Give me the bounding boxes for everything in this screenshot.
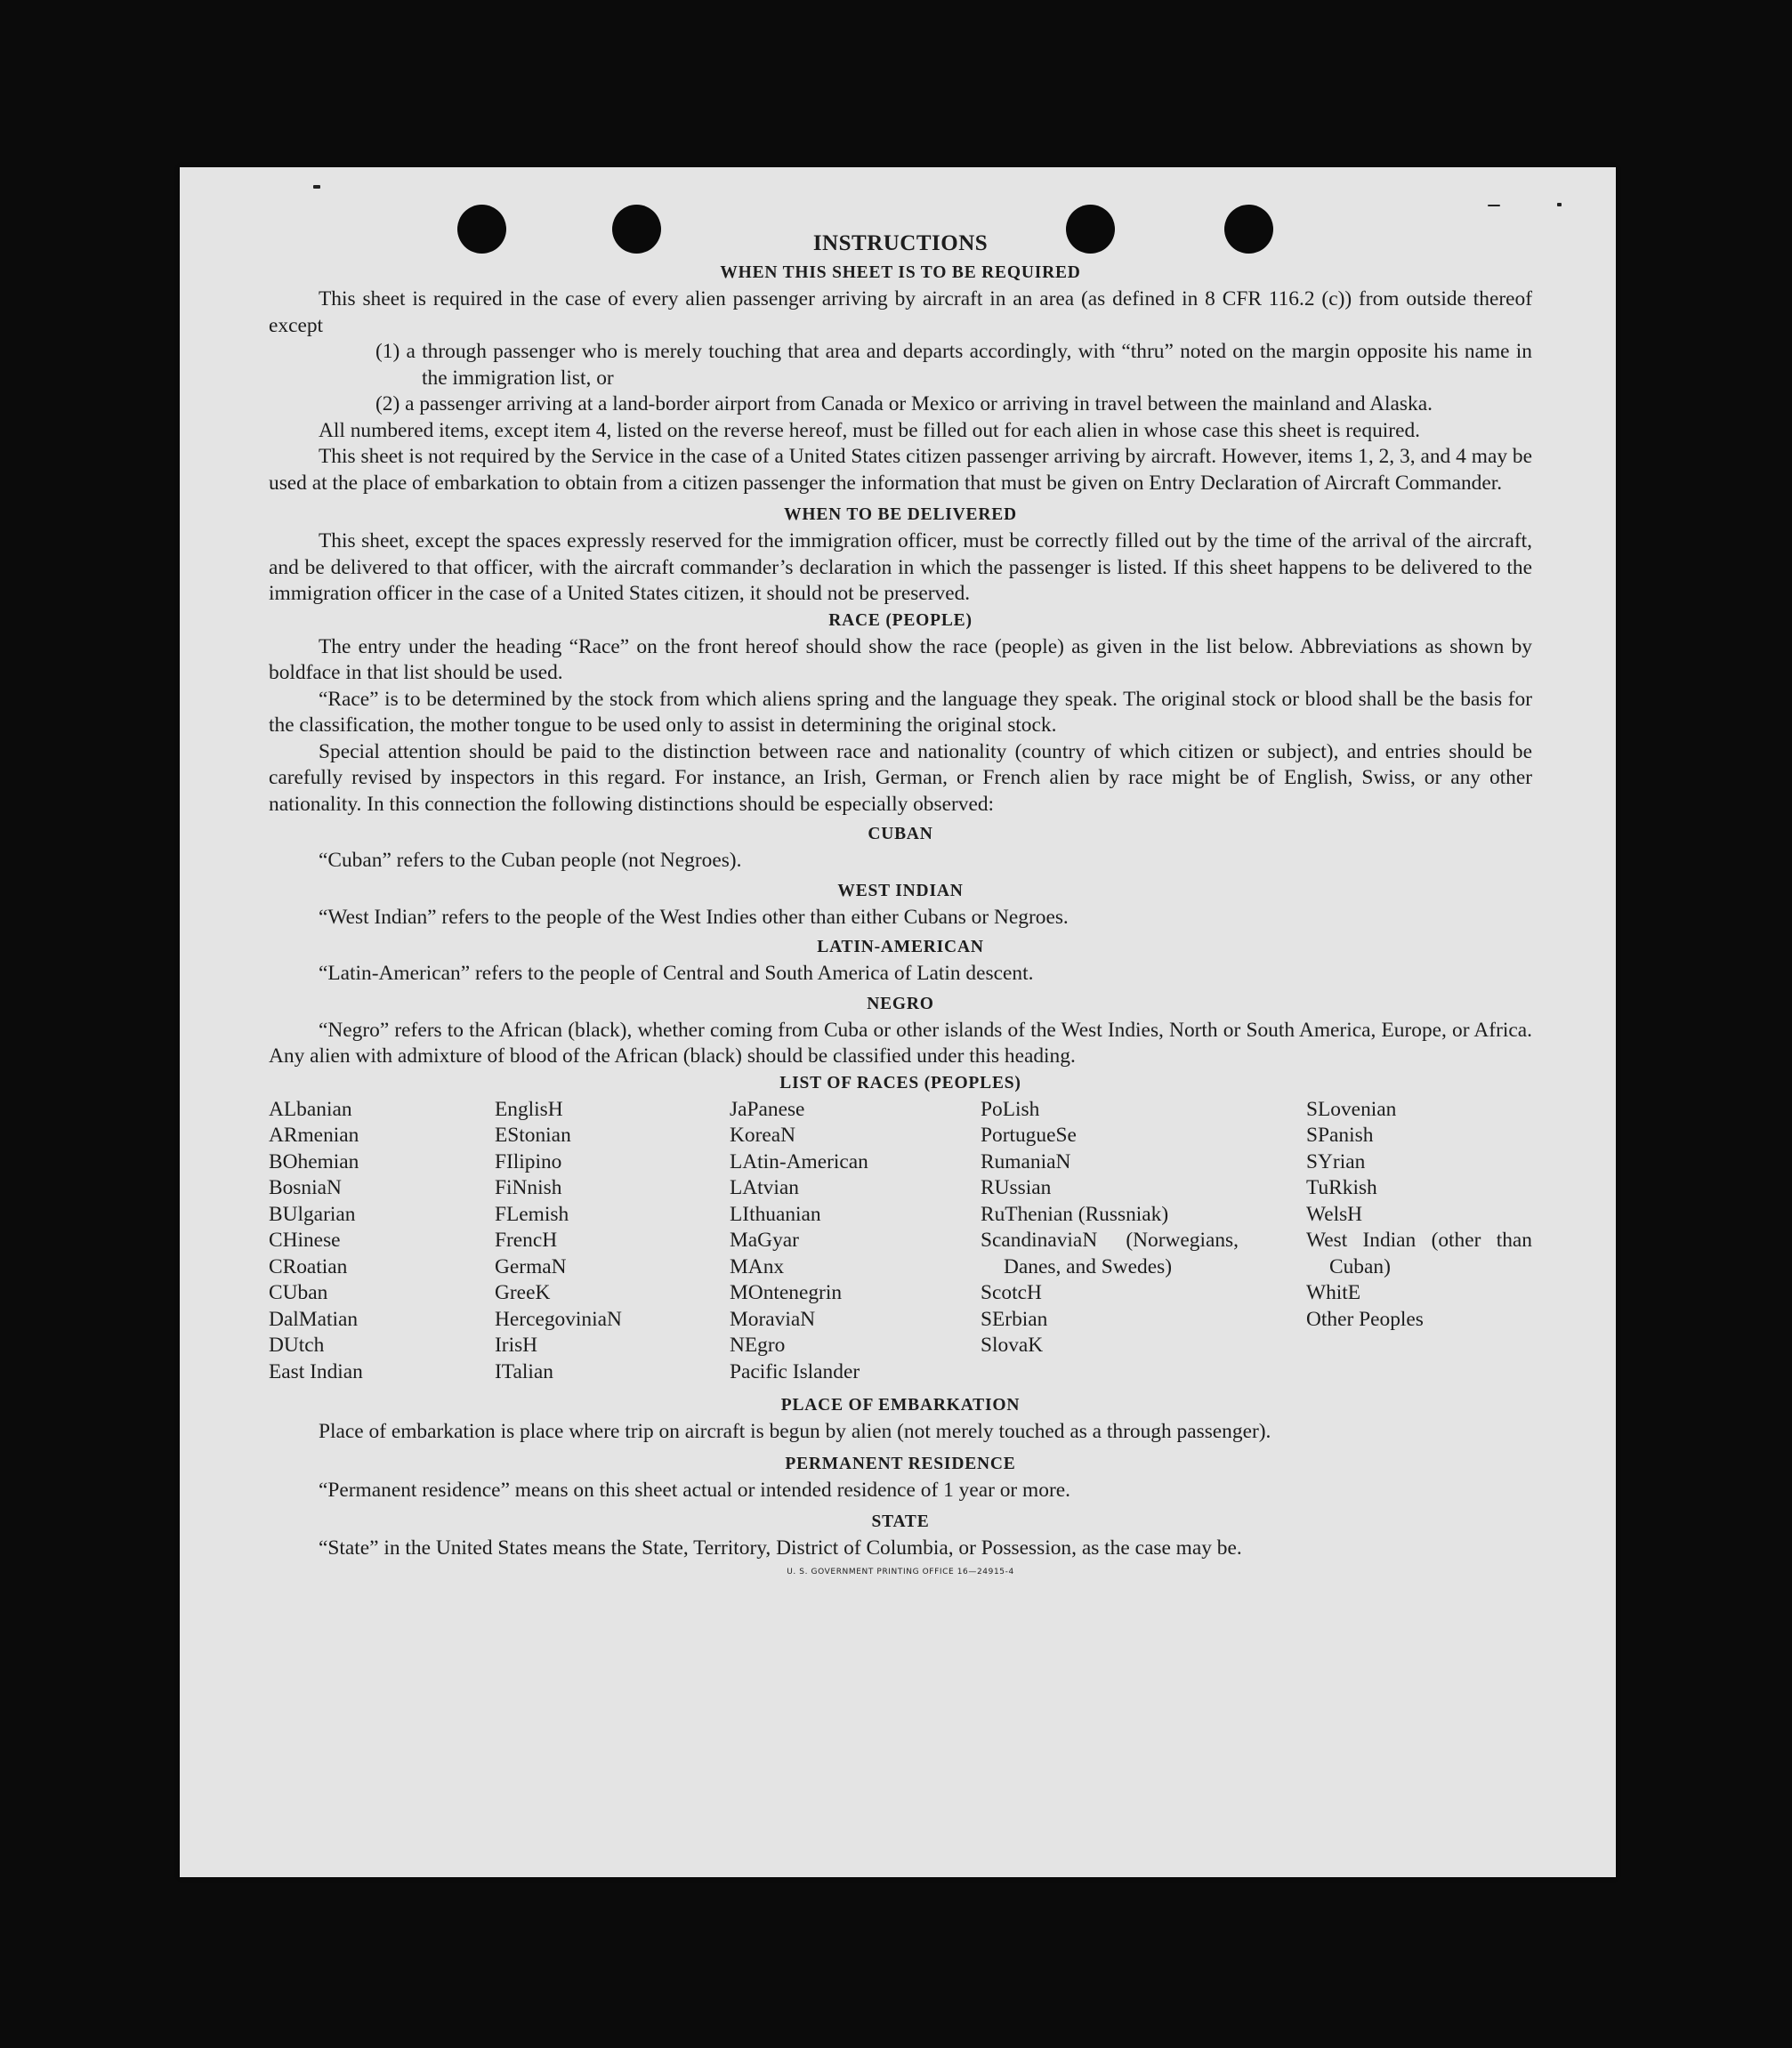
list-item: (2) a passenger arriving at a land-border airport from Canada or Mexico or arriving in travel between the mainland and Alaska. — [375, 392, 1433, 415]
race-entry: LAtvian — [730, 1176, 799, 1199]
races-column — [495, 1097, 730, 1386]
race-entry: FrencH — [495, 1229, 558, 1252]
heading-place-of-embarkation: PLACE OF EMBARKATION — [780, 1396, 1021, 1415]
race-entry: RUssian — [981, 1176, 1052, 1199]
heading-permanent-residence: PERMANENT RESIDENCE — [785, 1454, 1016, 1473]
race-entry: SlovaK — [981, 1334, 1044, 1357]
paragraph: “West Indian” refers to the people of the West Indies other than either Cubans or Negroes. — [319, 905, 1069, 929]
paper-speck — [313, 185, 320, 189]
race-entry: Other Peoples — [1306, 1307, 1424, 1331]
paper-speck — [1488, 205, 1500, 206]
race-entry: LIthuanian — [730, 1202, 821, 1226]
race-entry: DalMatian — [269, 1307, 359, 1331]
race-entry: MAnx — [730, 1254, 785, 1278]
race-entry: ALbanian — [269, 1097, 352, 1121]
race-entry: SErbian — [981, 1307, 1048, 1331]
instructions-content — [269, 231, 1532, 1576]
race-entry: WelsH — [1306, 1202, 1363, 1226]
race-entry: HercegoviniaN — [495, 1307, 622, 1331]
race-entry: MOntenegrin — [730, 1281, 843, 1304]
list-item: (1) a through passenger who is merely touching that area and departs accordingly, with “thru” noted on the margin opposite his name in the immigration list, or — [375, 340, 1532, 390]
races-list — [269, 1097, 1532, 1386]
document-sheet — [180, 167, 1616, 1877]
races-column — [269, 1097, 495, 1386]
race-entry: CRoatian — [269, 1254, 348, 1278]
paragraph: This sheet is required in the case of every alien passenger arriving by aircraft in an area (as defined in 8 CFR 116.2 (c)) from outside thereof except — [269, 287, 1532, 337]
page-title: INSTRUCTIONS — [812, 231, 989, 255]
heading-list-of-races: LIST OF RACES (PEOPLES) — [779, 1073, 1021, 1093]
heading-when-required: WHEN THIS SHEET IS TO BE REQUIRED — [720, 263, 1081, 282]
race-entry: BUlgarian — [269, 1202, 356, 1226]
race-entry: ScotcH — [981, 1281, 1042, 1304]
race-entry: East Indian — [269, 1359, 363, 1383]
race-entry: RuThenian (Russniak) — [981, 1202, 1169, 1226]
races-column — [730, 1097, 981, 1386]
heading-state: STATE — [871, 1512, 930, 1531]
heading-west-indian: WEST INDIAN — [837, 881, 964, 900]
heading-cuban: CUBAN — [868, 825, 933, 843]
race-entry: BosniaN — [269, 1176, 342, 1199]
race-entry: West Indian (other than Cuban) — [1306, 1229, 1532, 1278]
heading-when-delivered: WHEN TO BE DELIVERED — [784, 505, 1017, 524]
race-entry: SPanish — [1306, 1124, 1374, 1147]
race-entry: NEgro — [730, 1334, 786, 1357]
paragraph: “Race” is to be determined by the stock from which aliens spring and the language they speak. The original stock or blood shall be the basis for the classification, the mother tongue to be used only to assist in determining the original stock. — [269, 687, 1532, 737]
paragraph: “Negro” refers to the African (black), whether coming from Cuba or other islands of the West Indies, North or South America, Europe, or Africa. Any alien with admixture of blood of the African (black) should be classified under this heading. — [269, 1018, 1532, 1068]
race-entry: EnglisH — [495, 1097, 563, 1121]
race-entry: TuRkish — [1306, 1176, 1377, 1199]
race-entry: MaGyar — [730, 1229, 799, 1252]
race-entry: FIlipino — [495, 1149, 562, 1173]
paragraph: “Permanent residence” means on this sheet actual or intended residence of 1 year or more. — [319, 1478, 1070, 1502]
race-entry: DUtch — [269, 1334, 325, 1357]
paragraph: All numbered items, except item 4, listed on the reverse hereof, must be filled out for each alien in whose case this sheet is required. — [319, 418, 1421, 442]
race-entry: SLovenian — [1306, 1097, 1397, 1121]
race-entry: GreeK — [495, 1281, 551, 1304]
race-entry: ARmenian — [269, 1124, 359, 1147]
paper-speck — [1557, 203, 1562, 206]
race-entry: RumaniaN — [981, 1149, 1071, 1173]
race-entry: LAtin-American — [730, 1149, 868, 1173]
printer-imprint: U. S. GOVERNMENT PRINTING OFFICE 16—24915-4 — [787, 1567, 1014, 1576]
paragraph: This sheet is not required by the Service in the case of a United States citizen passenger arriving by aircraft. However, items 1, 2, 3, and 4 may be used at the place of embarkation to obtain from a citizen passenger the information that must be given on Entry Declaration of Aircraft Commander. — [269, 445, 1532, 495]
paragraph: “Cuban” refers to the Cuban people (not Negroes). — [319, 849, 742, 872]
paragraph: “Latin-American” refers to the people of Central and South America of Latin descent. — [319, 962, 1034, 985]
race-entry: WhitE — [1306, 1281, 1361, 1304]
heading-latin-american: LATIN-AMERICAN — [817, 938, 984, 956]
race-entry: JaPanese — [730, 1097, 805, 1121]
race-entry: FiNnish — [495, 1176, 562, 1199]
heading-race: RACE (PEOPLE) — [828, 610, 973, 630]
race-entry: ScandinaviaN (Norwegians, Danes, and Swedes) — [981, 1229, 1239, 1278]
paragraph: The entry under the heading “Race” on the front hereof should show the race (people) as given in the list below. Abbreviations as shown by boldface in that list should be used. — [269, 634, 1532, 684]
paragraph: This sheet, except the spaces expressly reserved for the immigration officer, must be correctly filled out by the time of the arrival of the aircraft, and be delivered to that officer, with the aircraft commander’s declaration in which the passenger is listed. If this sheet happens to be delivered to the immigration officer in the case of a United States citizen, it should not be preserved. — [269, 529, 1532, 605]
heading-negro: NEGRO — [867, 994, 934, 1013]
races-column — [981, 1097, 1239, 1386]
races-column — [1306, 1097, 1532, 1386]
race-entry: ITalian — [495, 1359, 553, 1383]
race-entry: KoreaN — [730, 1124, 796, 1147]
race-entry: Pacific Islander — [730, 1359, 860, 1383]
race-entry: GermaN — [495, 1254, 567, 1278]
race-entry: SYrian — [1306, 1149, 1366, 1173]
race-entry: EStonian — [495, 1124, 571, 1147]
race-entry: BOhemian — [269, 1149, 359, 1173]
race-entry: MoraviaN — [730, 1307, 816, 1331]
paragraph: “State” in the United States means the State, Territory, District of Columbia, or Possession, as the case may be. — [319, 1536, 1242, 1560]
paragraph: Place of embarkation is place where trip on aircraft is begun by alien (not merely touched as a through passenger). — [319, 1420, 1271, 1443]
race-entry: CUban — [269, 1281, 328, 1304]
race-entry: PortugueSe — [981, 1124, 1077, 1147]
race-entry: CHinese — [269, 1229, 341, 1252]
race-entry: FLemish — [495, 1202, 569, 1226]
race-entry: IrisH — [495, 1334, 538, 1357]
paragraph: Special attention should be paid to the distinction between race and nationality (country of which citizen or subject), and entries should be carefully revised by inspectors in this regard. For instance, an Irish, German, or French alien by race might be of English, Swiss, or any other nationality. In this connection the following distinctions should be especially observed: — [269, 739, 1532, 816]
race-entry: PoLish — [981, 1097, 1040, 1121]
